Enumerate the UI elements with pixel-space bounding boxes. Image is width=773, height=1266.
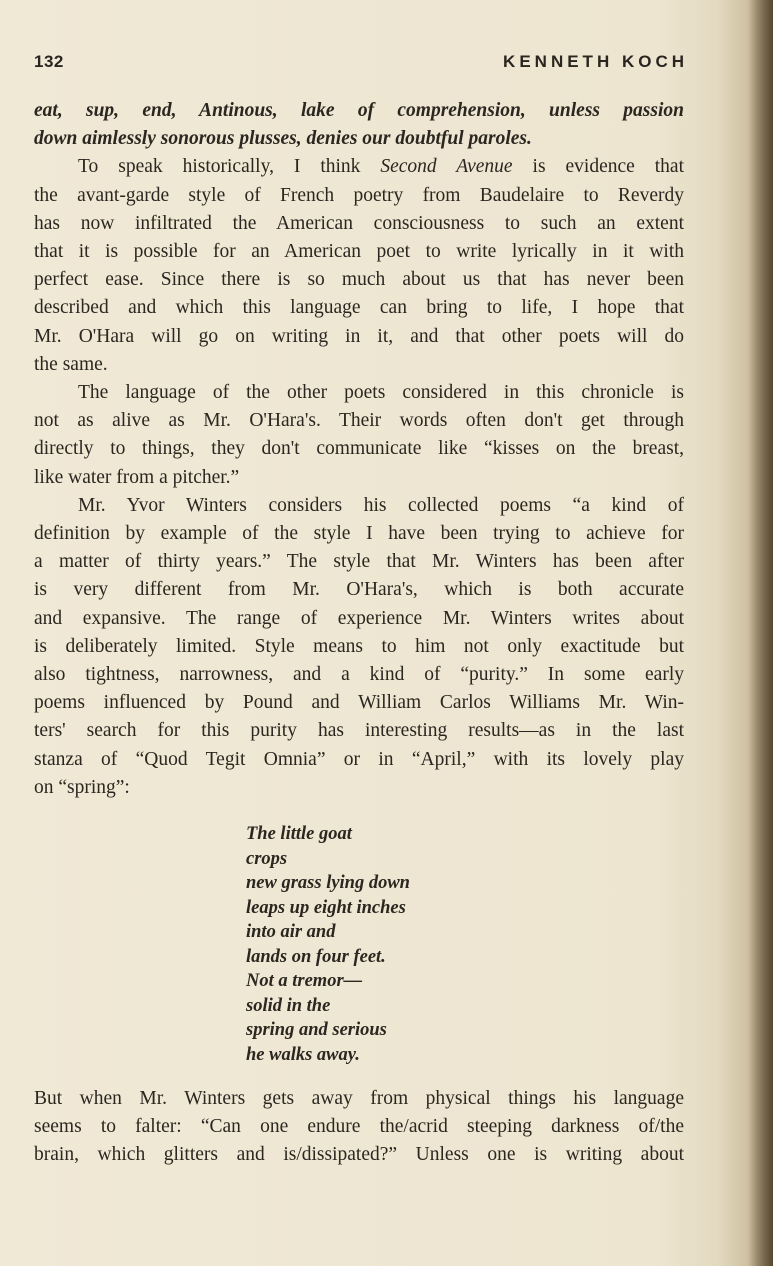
poem-line: solid in the [246, 995, 331, 1016]
paragraph-line: Mr. Yvor Winters considers his collected poems “a kind of [78, 494, 684, 516]
paragraph-line: perfect ease. Since there is so much about us that has never been [34, 269, 684, 291]
poem-line: spring and serious [246, 1020, 387, 1041]
paragraph-line: has now infiltrated the American consciousness to such an extent [34, 212, 684, 234]
poem-line: The little goat [246, 824, 352, 845]
page-body [34, 97, 684, 1170]
paragraph-line: Mr. O'Hara will go on writing in it, and that other poets will do [34, 325, 684, 347]
paragraph-line: described and which this language can bring to life, I hope that [34, 297, 684, 319]
paragraph-line: is very different from Mr. O'Hara's, which is both accurate [34, 579, 684, 601]
paragraph-line: ters' search for this purity has interesting results—as in the last [34, 720, 684, 742]
page-number: 132 [34, 52, 64, 71]
page-edge-shadow [747, 0, 773, 1266]
paragraph-line: that it is possible for an American poet to write lyrically in it with [34, 241, 684, 263]
text-run: To speak historically, I think [78, 156, 381, 178]
paragraph-line: the avant-garde style of French poetry from Baudelaire to Reverdy [34, 184, 684, 206]
paragraph-line: is deliberately limited. Style means to him not only exactitude but [34, 635, 684, 657]
paragraph-line: like water from a pitcher.” [34, 466, 240, 488]
paragraph-line: and expansive. The range of experience Mr. Winters writes about [34, 607, 684, 629]
running-head: KENNETH KOCH [503, 52, 688, 71]
book-title: Second Avenue [380, 156, 513, 178]
poem-line: crops [246, 848, 288, 869]
paragraph-line: directly to things, they don't communicate like “kisses on the breast, [34, 438, 684, 460]
poem-line: Not a tremor— [246, 971, 363, 992]
paragraph-line: brain, which glitters and is/dissipated?” Unless one is writing about [34, 1144, 684, 1166]
poem-excerpt [246, 822, 684, 1067]
quote-line: eat, sup, end, Antinous, lake of comprehension, unless passion [34, 100, 684, 121]
paragraph-line: poems influenced by Pound and William Carlos Williams Mr. Win- [34, 692, 684, 714]
paragraph-line: stanza of “Quod Tegit Omnia” or in “April,” with its lovely play [34, 748, 684, 770]
paragraph-line: not as alive as Mr. O'Hara's. Their words often don't get through [34, 410, 684, 432]
paragraph-line: also tightness, narrowness, and a kind of “purity.” In some early [34, 664, 684, 686]
quote-line: down aimlessly sonorous plusses, denies our doubtful paroles. [34, 128, 532, 150]
poem-line: he walks away. [246, 1044, 360, 1065]
paragraph-line [34, 153, 684, 181]
paragraph-line: definition by example of the style I have been trying to achieve for [34, 523, 684, 545]
poem-line: into air and [246, 922, 336, 943]
paragraph-line: But when Mr. Winters gets away from physical things his language [34, 1088, 684, 1110]
paragraph-line: The language of the other poets considered in this chronicle is [78, 382, 684, 404]
paragraph-line: the same. [34, 353, 108, 375]
paragraph-line: on “spring”: [34, 776, 130, 798]
text-run: is evidence that [512, 156, 684, 178]
paragraph-line: seems to falter: “Can one endure the/acrid steeping darkness of/the [34, 1116, 684, 1138]
poem-line: leaps up eight inches [246, 897, 406, 918]
page-header [34, 52, 688, 78]
paragraph-line: a matter of thirty years.” The style that Mr. Winters has been after [34, 551, 684, 573]
poem-line: lands on four feet. [246, 946, 386, 967]
poem-line: new grass lying down [246, 873, 410, 894]
